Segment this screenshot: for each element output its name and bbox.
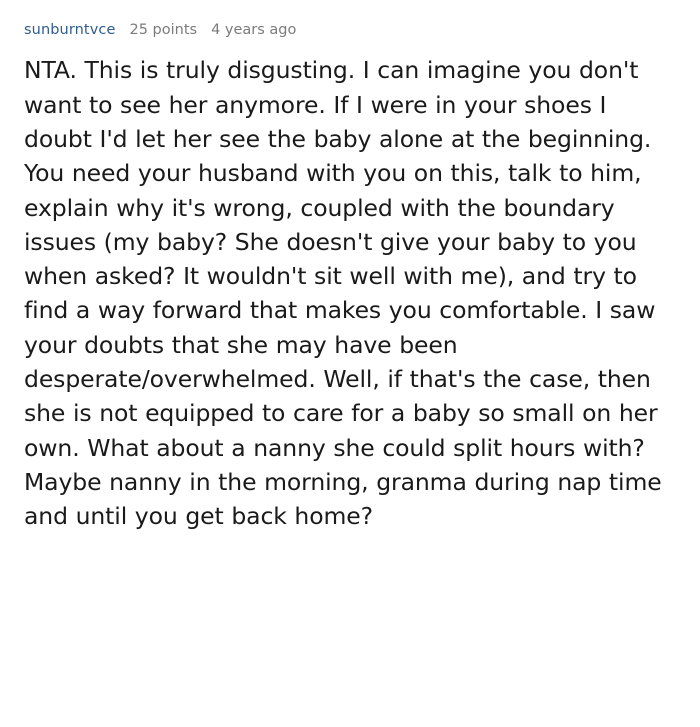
comment-timestamp: 4 years ago xyxy=(211,22,297,38)
comment-points: 25 points xyxy=(129,22,198,38)
comment-author[interactable]: sunburntvce xyxy=(24,22,116,38)
comment-header xyxy=(24,22,676,39)
comment-body: NTA. This is truly disgusting. I can imagine you don't want to see her anymore. If I were in your shoes I doubt I'd let her see the baby alone at the beginning. You need your husband with you on this, talk to him, explain why it's wrong, coupled with the boundary issues (my baby? She doesn't give your baby to you when asked? It wouldn't sit well with me), and try to find a way forward that makes you comfortable. I saw your doubts that she may have been desperate/overwhelmed. Well, if that's the case, then she is not equipped to care for a baby so small on her own. What about a nanny she could split hours with? Maybe nanny in the morning, granma during nap time and until you get back home? xyxy=(24,56,662,531)
